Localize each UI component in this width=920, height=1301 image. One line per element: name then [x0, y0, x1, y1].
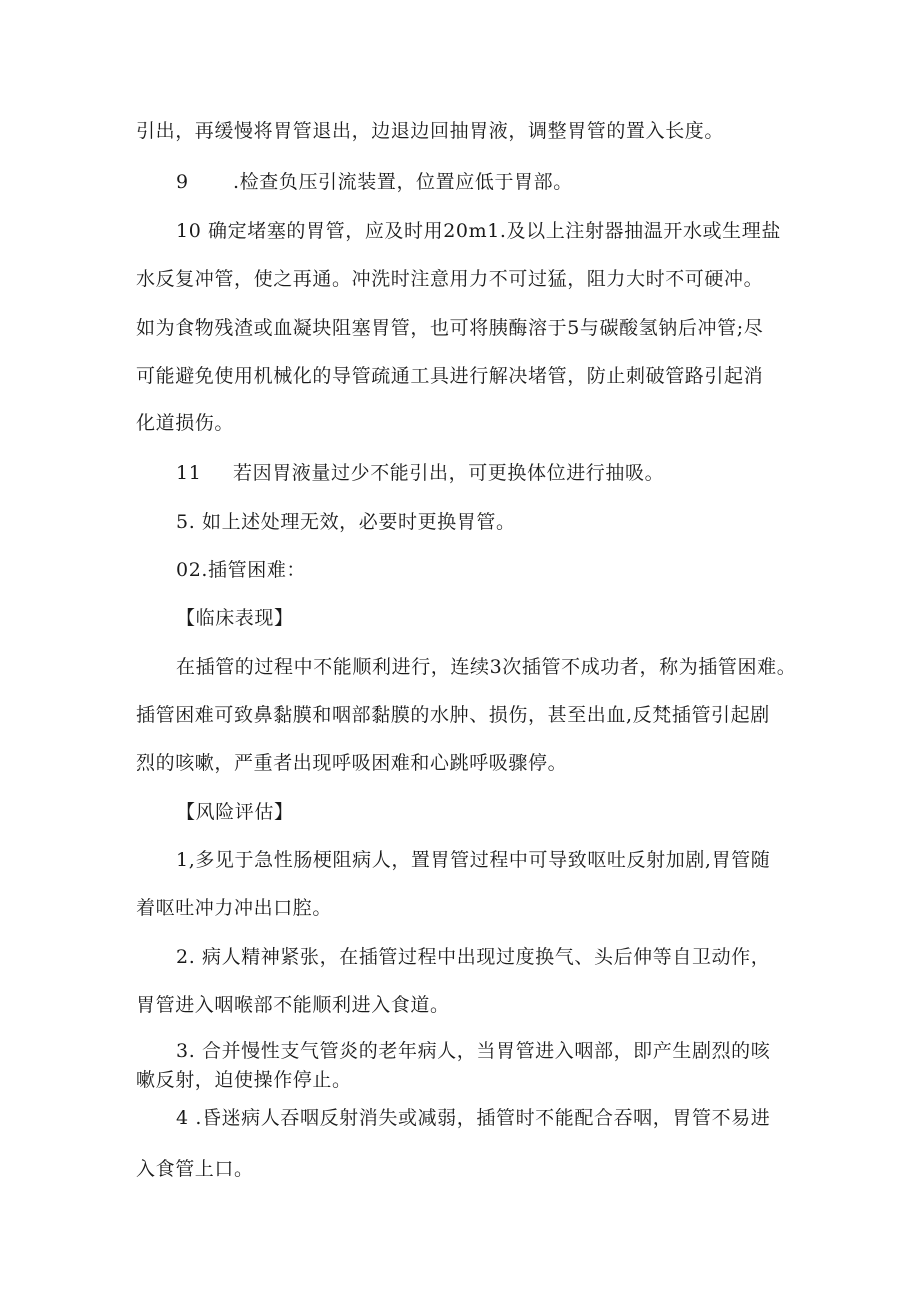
list-number: 9 [176, 171, 189, 193]
text-line: 引出，再缓慢将胃管退出，边退边回抽胃液，调整胃管的置入长度。 [136, 120, 725, 142]
text-line: 插管困难可致鼻黏膜和咽部黏膜的水肿、损伤，甚至出血,反梵插管引起剧 [136, 704, 770, 726]
text-line: 在插管的过程中不能顺利进行，连续3次插管不成功者，称为插管困难。 [176, 656, 797, 678]
text-line: 4 .昏迷病人吞咽反射消失或减弱，插管时不能配合吞咽，胃管不易进 [176, 1107, 771, 1129]
section-heading: 02.插管困难： [176, 559, 307, 581]
text-line: 若因胃液量过少不能引出，可更换体位进行抽吸。 [233, 462, 665, 484]
text-line: 入食管上口。 [136, 1158, 254, 1180]
text-line: 10 确定堵塞的胃管，应及时用20m1.及以上注射器抽温开水或生理盐 [176, 220, 781, 242]
text-line: 胃管进入咽喉部不能顺利进入食道。 [136, 994, 450, 1016]
text-line: 2. 病人精神紧张，在插管过程中出现过度换气、头后伸等自卫动作， [176, 946, 771, 968]
list-number: 11 [176, 462, 202, 484]
text-line: 3. 合并慢性支气管炎的老年病人，当胃管进入咽部，即产生剧烈的咳 [176, 1040, 771, 1062]
text-line: 5. 如上述处理无效，必要时更换胃管。 [176, 511, 516, 533]
subsection-heading: 【风险评估】 [176, 801, 294, 823]
text-line: 嗽反射，迫使操作停止。 [136, 1069, 352, 1091]
text-line: 可能避免使用机械化的导管疏通工具进行解决堵管，防止刺破管路引起消 [136, 365, 764, 387]
text-line: 如为食物残渣或血凝块阻塞胃管，也可将胰酶溶于5与碳酸氢钠后冲管;尽 [136, 317, 764, 339]
text-line: 着呕吐冲力冲出口腔。 [136, 897, 333, 919]
text-line: 水反复冲管，使之再通。冲洗时注意用力不可过猛，阻力大时不可硬冲。 [136, 268, 764, 290]
text-line: 烈的咳嗽，严重者出现呼吸困难和心跳呼吸骤停。 [136, 752, 568, 774]
text-line: 化道损伤。 [136, 412, 235, 434]
subsection-heading: 【临床表现】 [176, 607, 294, 629]
text-line: 1,多见于急性肠梗阻病人，置胃管过程中可导致呕吐反射加剧,胃管随 [176, 849, 771, 871]
text-line: .检查负压引流装置，位置应低于胃部。 [233, 171, 573, 193]
